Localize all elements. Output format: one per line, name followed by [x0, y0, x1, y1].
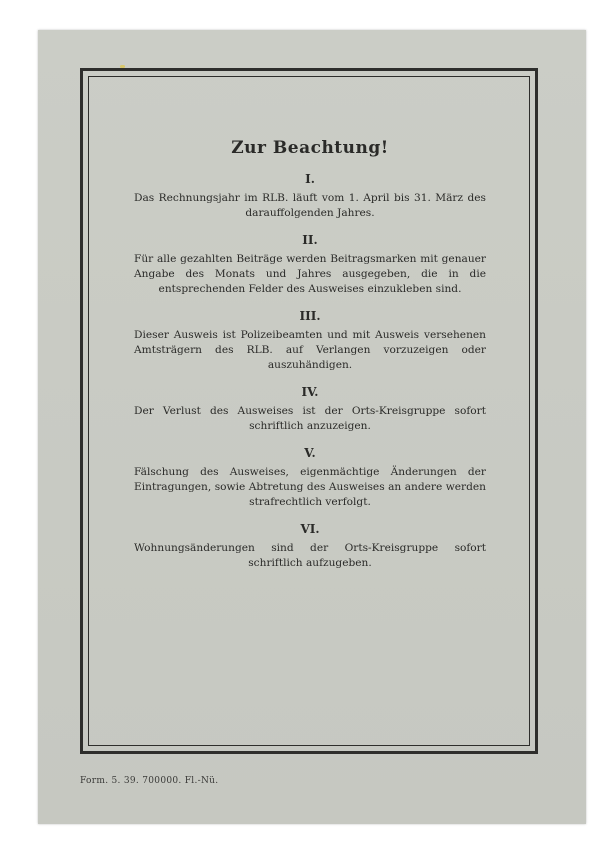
section-text: Wohnungsänderungen sind der Orts-Kreisgruppe sofort schriftlich aufzugeben.	[134, 542, 486, 569]
section-text: Das Rechnungsjahr im RLB. läuft vom 1. April bis 31. März des darauffolgenden Jahres.	[134, 192, 486, 219]
section-number: III.	[299, 309, 321, 323]
section-text: Für alle gezahlten Beiträge werden Beitragsmarken mit genauer Angabe des Monats und Jahres ausgegeben, die in die entsprechenden Felder des Ausweises einzukleben sind.	[134, 253, 486, 295]
document-page	[38, 30, 586, 824]
section-4	[134, 385, 486, 434]
section-text: Dieser Ausweis ist Polizeibeamten und mit Ausweis versehenen Amtsträgern des RLB. auf Verlangen vorzuzeigen oder auszuhändigen.	[134, 329, 486, 371]
section-number: IV.	[301, 385, 319, 399]
section-2	[134, 233, 486, 297]
section-5	[134, 446, 486, 510]
notice-title: Zur Beachtung!	[231, 138, 389, 158]
section-1	[134, 172, 486, 221]
section-text: Fälschung des Ausweises, eigenmächtige Änderungen der Eintragungen, sowie Abtretung des Ausweises an andere werden strafrechtlich verfolgt.	[134, 466, 486, 508]
section-number: VI.	[300, 522, 320, 536]
notice-content	[134, 138, 486, 583]
section-number: I.	[305, 172, 315, 186]
section-number: V.	[304, 446, 316, 460]
section-3	[134, 309, 486, 373]
section-6	[134, 522, 486, 571]
form-footer: Form. 5. 39. 700000. Fl.-Nü.	[80, 776, 219, 786]
section-text: Der Verlust des Ausweises ist der Orts-Kreisgruppe sofort schriftlich anzuzeigen.	[134, 405, 486, 432]
section-number: II.	[302, 233, 318, 247]
